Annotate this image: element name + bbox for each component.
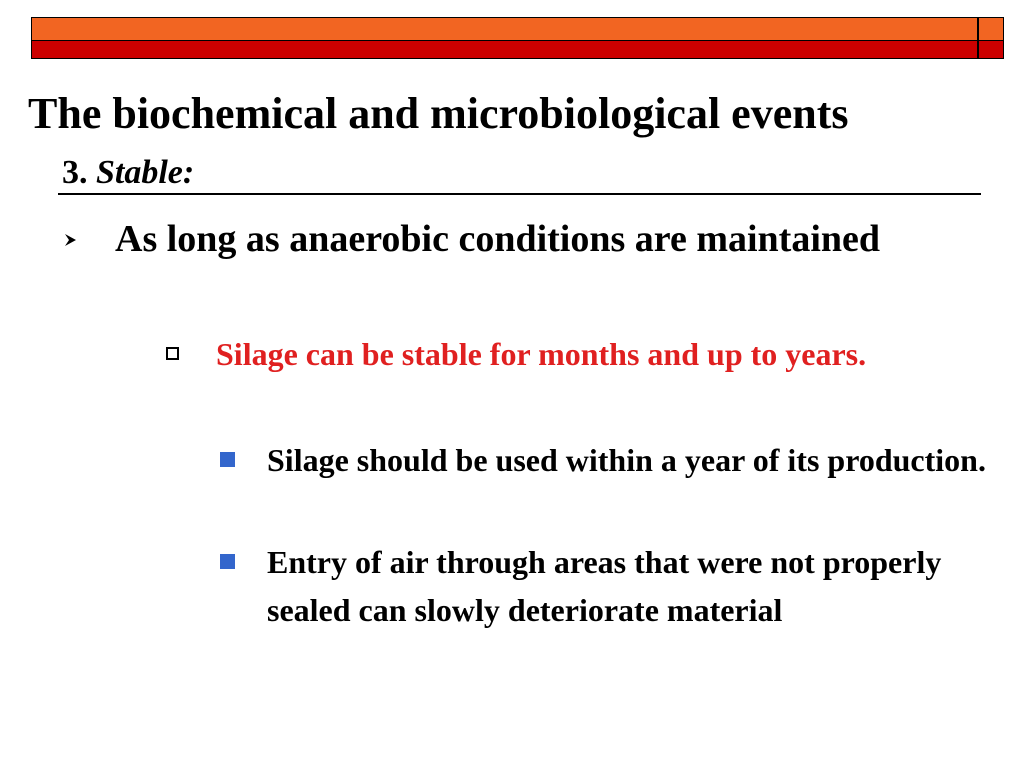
header-square-red <box>978 41 1004 59</box>
bullet-level3-text-2: Entry of air through areas that were not properly sealed can slowly deteriorate material <box>267 544 942 628</box>
slide-subtitle <box>62 152 194 194</box>
header-square-orange <box>978 17 1004 41</box>
bullet-level2-text: Silage can be stable for months and up to years. <box>216 336 867 372</box>
bullet-level1-text: As long as anaerobic conditions are maintained <box>115 218 881 260</box>
hollow-square-bullet-icon <box>166 347 179 360</box>
subtitle-word: Stable: <box>96 154 195 191</box>
header-bar-red <box>31 41 978 59</box>
subtitle-divider <box>58 193 981 195</box>
arrow-bullet-icon <box>64 233 78 247</box>
subtitle-number: 3. <box>62 154 88 191</box>
filled-square-bullet-icon <box>220 554 235 569</box>
filled-square-bullet-icon <box>220 452 235 467</box>
header-bar-orange <box>31 17 978 41</box>
bullet-level3-text-1: Silage should be used within a year of its production. <box>267 442 986 478</box>
slide-title: The biochemical and microbiological events <box>28 89 849 138</box>
